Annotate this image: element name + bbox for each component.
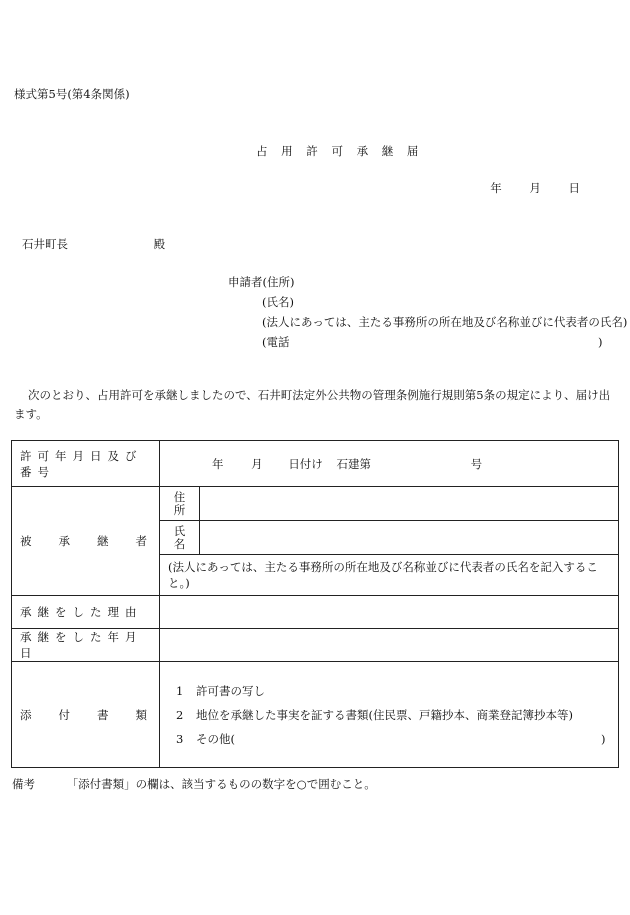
table-row-permit [12,441,619,487]
doc-close-paren: ) [601,731,606,746]
reason-field[interactable] [160,596,619,629]
applicant-address-label: 申請者(住所) [228,275,295,289]
predecessor-char-4: 者 [135,534,153,548]
name-label [160,521,200,555]
predecessor-char-2: 承 [58,534,76,548]
succession-date-field[interactable] [160,629,619,662]
applicant-name-label: (氏名) [262,295,294,309]
submission-date [468,180,580,196]
doc-text-1: 許可書の写し [196,683,265,698]
remark-label: 備考 [12,777,35,791]
body-text: 次のとおり、占用許可を承継しましたので、石井町法定外公共物の管理条例施行規則第5条の規定により、届け出ます。 [14,388,611,421]
permit-month: 月 [251,456,263,471]
permit-year: 年 [212,456,224,471]
reason-label: 承継をした理由 [12,596,160,629]
recipient-name: 石井町長 [22,237,68,251]
docs-char-4: 類 [135,707,153,722]
applicant-tel-row [228,332,627,352]
predecessor-note: (法人にあっては、主たる事務所の所在地及び名称並びに代表者の氏名を記入すること。) [160,555,619,596]
predecessor-char-1: 被 [20,534,38,548]
document-title: 占 用 許 可 承 継 届 [256,144,424,158]
doc-num-1: 1 [176,683,184,698]
address-label [160,487,200,521]
doc-text-2: 地位を承継した事実を証する書類(住民票、戸籍抄本、商業登記簿抄本等) [196,707,573,722]
docs-label [12,662,160,768]
table-row-docs [12,662,619,768]
permit-suffix: 号 [470,456,483,471]
docs-list [160,662,619,768]
predecessor-label [12,487,160,596]
table-row-predecessor-address [12,487,619,521]
date-month: 月 [529,181,541,195]
remark [12,776,376,792]
doc-num-3: 3 [176,731,184,746]
succession-table [11,440,619,768]
recipient [22,236,165,252]
date-day: 日 [568,181,580,195]
permit-value[interactable] [160,441,619,487]
applicant-tel-label: (電話 [262,335,290,349]
predecessor-address-field[interactable] [200,487,619,521]
applicant-block [228,272,627,352]
permit-prefix: 石建第 [336,456,371,471]
docs-char-1: 添 [20,707,38,722]
doc-item-1[interactable] [176,679,618,703]
succession-date-label: 承継をした年月日 [12,629,160,662]
doc-item-3[interactable] [176,727,618,751]
name-label-text: 氏名 [173,523,186,551]
predecessor-name-field[interactable] [200,521,619,555]
remark-text: 「添付書類」の欄は、該当するものの数字を○で囲むこと。 [66,777,376,791]
form-number: 様式第5号(第4条関係) [14,87,130,101]
applicant-tel-close: ) [598,335,603,349]
permit-label: 許可年月日及び番号 [12,441,160,487]
docs-char-3: 書 [97,707,115,722]
table-row-reason [12,596,619,629]
recipient-suffix: 殿 [153,237,166,251]
docs-char-2: 付 [58,707,76,722]
permit-dated: 日付け [288,456,323,471]
doc-text-3: その他( [196,731,235,746]
doc-num-2: 2 [176,707,184,722]
doc-item-2[interactable] [176,703,618,727]
date-year: 年 [490,181,502,195]
predecessor-char-3: 継 [97,534,115,548]
address-label-text: 住所 [173,489,186,517]
table-row-succession-date [12,629,619,662]
applicant-corp-note: (法人にあっては、主たる事務所の所在地及び名称並びに代表者の氏名) [262,315,628,329]
